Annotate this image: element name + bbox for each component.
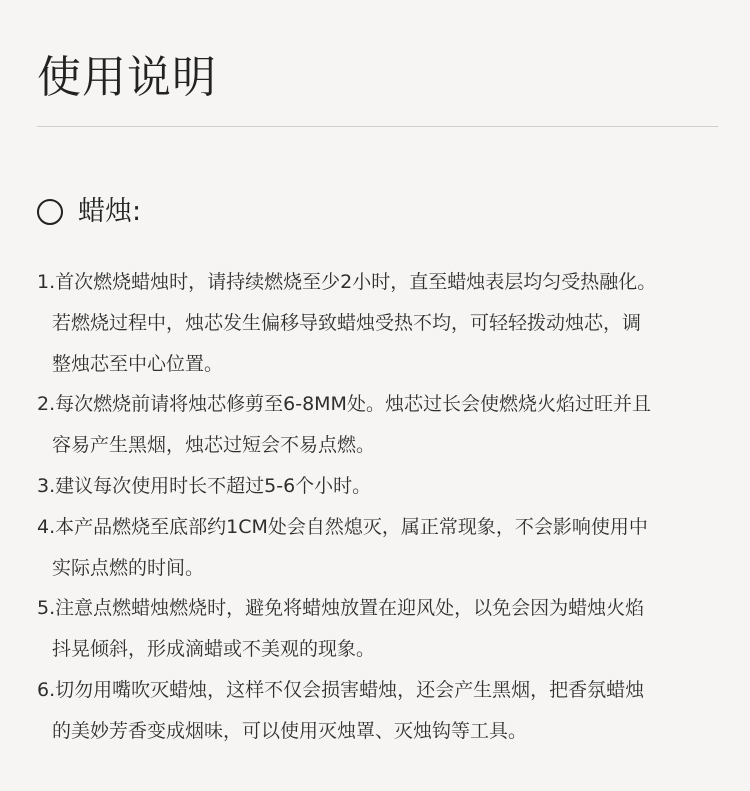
instruction-line: 2.每次燃烧前请将烛芯修剪至6-8MM处。烛芯过长会使燃烧火焰过旺并且 — [37, 393, 651, 416]
section-heading-label: 蜡烛: — [78, 196, 142, 227]
instruction-line: 整烛芯至中心位置。 — [52, 352, 224, 375]
instruction-item-3 — [37, 466, 737, 507]
instruction-line: 3.建议每次使用时长不超过5-6个小时。 — [37, 474, 372, 497]
instruction-line: 5.注意点燃蜡烛燃烧时，避免将蜡烛放置在迎风处，以免会因为蜡烛火焰 — [37, 597, 645, 620]
instruction-line: 1.首次燃烧蜡烛时，请持续燃烧至少2小时，直至蜡烛表层均匀受热融化。 — [37, 271, 657, 293]
instruction-line: 4.本产品燃烧至底部约1CM处会自然熄灭，属正常现象，不会影响使用中 — [37, 515, 648, 538]
instruction-item-4 — [37, 507, 737, 589]
instruction-item-2 — [37, 384, 737, 466]
instruction-list — [37, 262, 737, 752]
instruction-line: 抖晃倾斜，形成滴蜡或不美观的现象。 — [52, 638, 376, 661]
instruction-line: 的美妙芳香变成烟味，可以使用灭烛罩、灭烛钩等工具。 — [52, 719, 528, 742]
title-divider — [37, 126, 718, 127]
instruction-line: 容易产生黑烟，烛芯过短会不易点燃。 — [52, 434, 376, 457]
instruction-item-1 — [37, 262, 737, 384]
instruction-item-5 — [37, 588, 737, 670]
circle-outline-icon — [37, 199, 63, 225]
instruction-line: 若燃烧过程中，烛芯发生偏移导致蜡烛受热不均，可轻轻拨动烛芯，调 — [52, 311, 642, 334]
instruction-line: 实际点燃的时间。 — [52, 556, 205, 579]
section-heading — [37, 192, 141, 232]
instruction-line: 6.切勿用嘴吹灭蜡烛，这样不仅会损害蜡烛，还会产生黑烟，把香氛蜡烛 — [37, 678, 645, 701]
page-title: 使用说明 — [37, 52, 217, 103]
instruction-item-6 — [37, 670, 737, 752]
